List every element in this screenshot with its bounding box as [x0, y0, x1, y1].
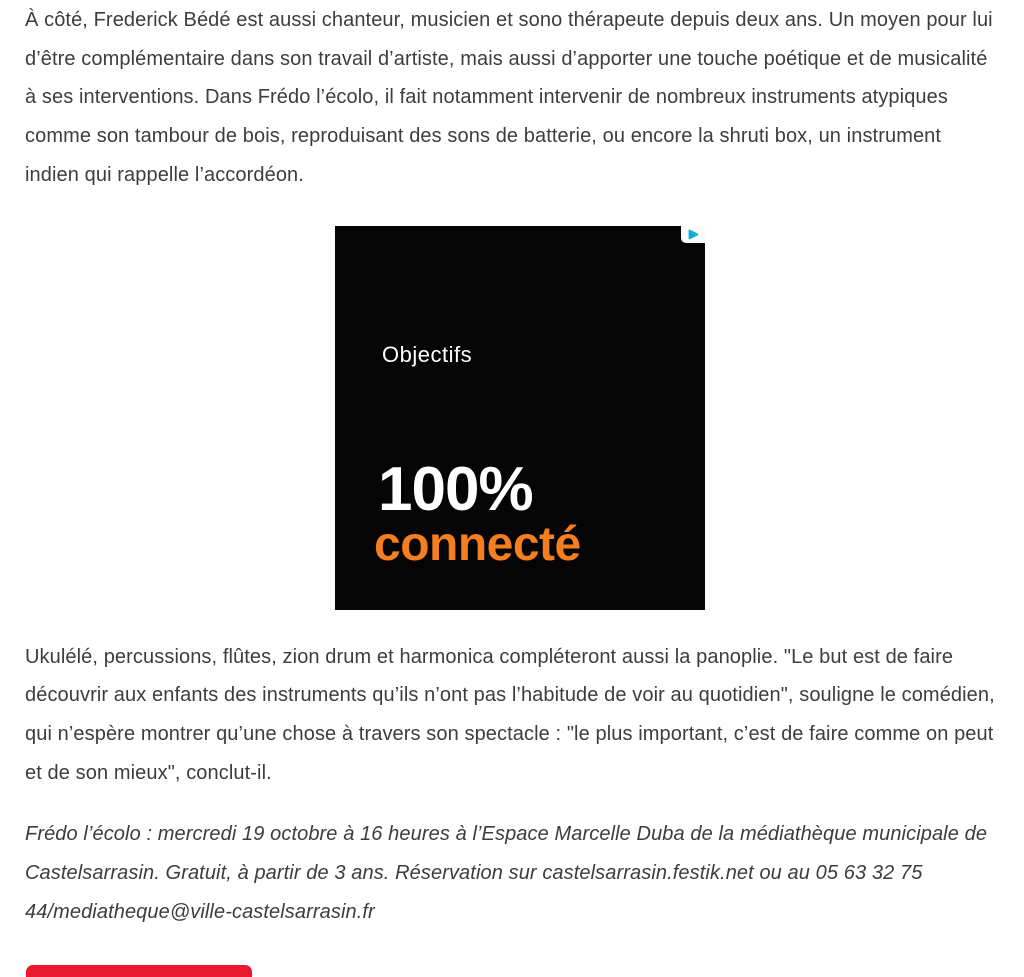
ad-headline-connecte: connecté — [374, 517, 581, 571]
advertisement-banner[interactable] — [335, 226, 705, 610]
article-paragraph-2: Ukulélé, percussions, flûtes, zion drum et harmonica compléteront aussi la panoplie. "Le but est de faire découvrir aux enfants des instruments qu’ils n’ont pas l’habitude de voir au quotidien", souligne le comédien, qui n’espère montrer qu’une chose à travers son spectacle : "le plus important, c’est de faire comme on peut et de son mieux", conclut-il. — [25, 645, 995, 784]
adchoices-icon[interactable] — [681, 226, 705, 243]
ad-title-text: Objectifs — [382, 341, 473, 367]
adchoices-arrow-icon — [687, 228, 700, 241]
article-paragraph-1: À côté, Frederick Bédé est aussi chanteur, musicien et sono thérapeute depuis deux ans. Un moyen pour lui d’être complémentaire dans son travail d’artiste, mais aussi d’apporter une touche poétique et de musicalité à ses interventions. Dans Frédo l’écolo, il fait notamment intervenir de nombreux instruments atypiques comme son tambour de bois, reproduisant des sons de batterie, ou encore la shruti box, un instrument indien qui rappelle l’accordéon. — [25, 9, 993, 186]
red-tag-button[interactable] — [26, 965, 252, 977]
ad-headline-100-percent: 100% — [378, 454, 533, 524]
event-details-paragraph: Frédo l’écolo : mercredi 19 octobre à 16 heures à l’Espace Marcelle Duba de la médiathèque municipale de Castelsarrasin. Gratuit, à partir de 3 ans. Réservation sur castelsarrasin.festik.net ou au 05 63 32 75 44/mediatheque@ville-castelsarrasin.fr — [25, 823, 988, 923]
